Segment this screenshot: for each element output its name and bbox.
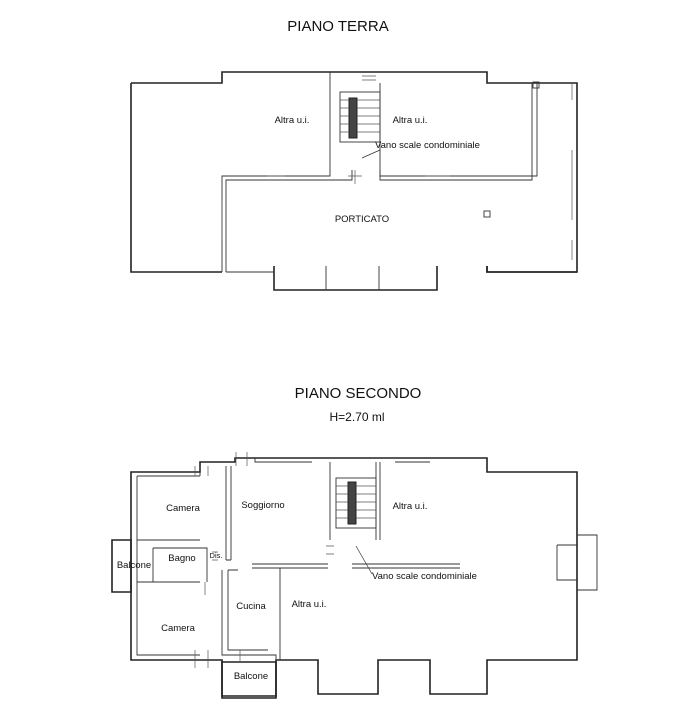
soggiorno-label: Soggiorno	[241, 500, 285, 511]
ground-floor-stairs	[340, 76, 380, 142]
disimpegno-label: Dis.	[209, 551, 223, 560]
second-floor-unit-center-label: Altra u.i.	[291, 599, 327, 610]
ground-floor-door-mark	[348, 170, 362, 184]
second-floor-center-walls	[222, 466, 276, 665]
second-floor-stairwell-label: Vano scale condominiale	[372, 571, 477, 582]
ground-floor-column-marker	[484, 211, 490, 217]
second-floor-plan	[112, 385, 597, 698]
ground-floor-openings	[222, 176, 450, 240]
camera-top-label: Camera	[166, 503, 200, 514]
ground-floor-pillars	[226, 266, 379, 290]
second-floor-stairs	[336, 478, 376, 528]
ground-floor-portico-wall	[226, 83, 532, 272]
ground-floor-title: PIANO TERRA	[287, 18, 389, 35]
second-floor-stairwell-leader	[356, 546, 372, 574]
ground-floor-plan	[131, 18, 577, 290]
bagno-label: Bagno	[168, 553, 196, 564]
ground-floor-portico-front	[274, 266, 577, 290]
ground-floor-stairwell-leader	[362, 150, 380, 158]
camera-bottom-label: Camera	[161, 623, 195, 634]
ground-floor-inner-wall	[222, 72, 330, 272]
balcone-bottom-label: Balcone	[233, 671, 269, 682]
ground-floor-unit-right-label: Altra u.i.	[392, 115, 428, 126]
second-floor-door-marks	[195, 452, 334, 668]
cucina-label: Cucina	[236, 601, 266, 612]
height-note: H=2.70 ml	[329, 410, 385, 424]
ground-floor-stairwell-label: Vano scale condominiale	[375, 140, 480, 151]
balcone-left-label: Balcone	[116, 560, 152, 571]
second-floor-unit-right-label: Altra u.i.	[392, 501, 428, 512]
ground-floor-unit-right-wall	[380, 83, 537, 176]
ground-floor-portico-label: PORTICATO	[334, 214, 390, 225]
second-floor-title: PIANO SECONDO	[294, 385, 422, 402]
ground-floor-unit-left-label: Altra u.i.	[274, 115, 310, 126]
